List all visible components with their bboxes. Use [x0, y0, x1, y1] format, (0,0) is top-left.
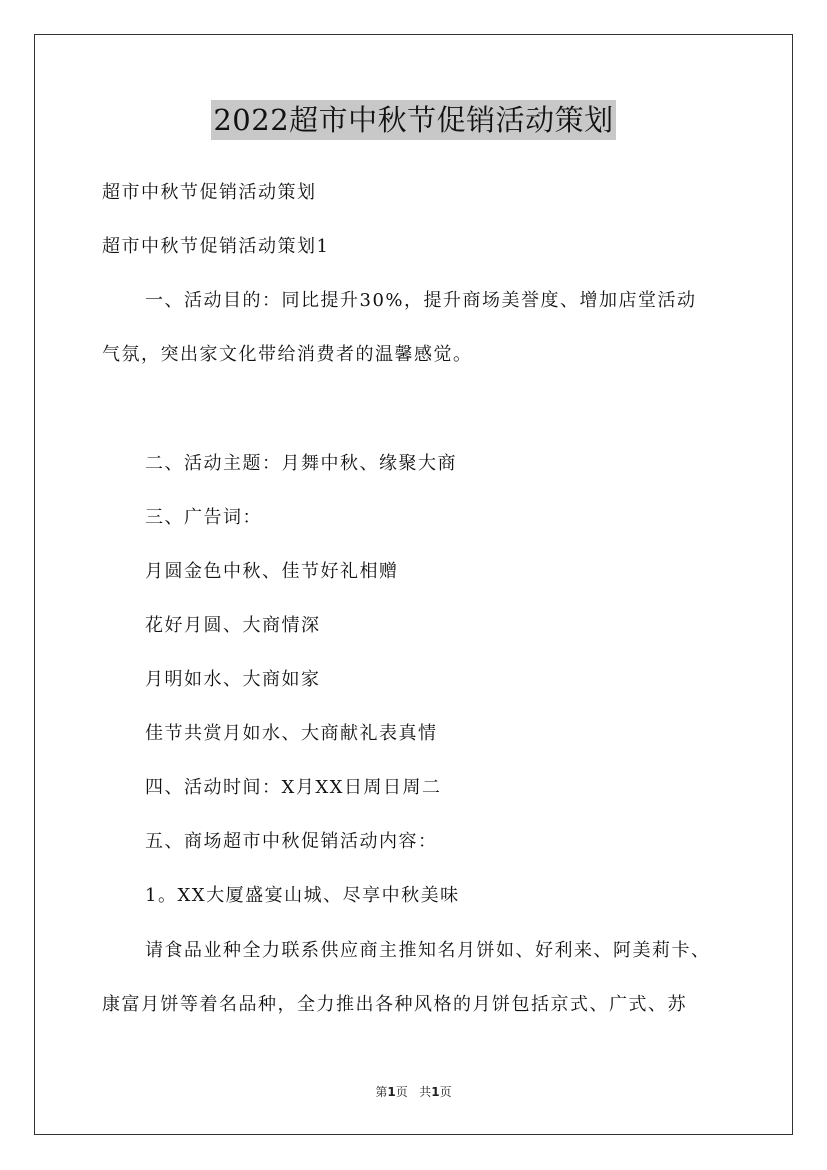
paragraph-line: 康富月饼等着名品种，全力推出各种风格的月饼包括京式、广式、苏: [102, 994, 687, 1015]
paragraph-line: 1。XX大厦盛宴山城、尽享中秋美味: [145, 885, 460, 906]
paragraph-line: 花好月圆、大商情深: [145, 615, 321, 636]
paragraph-line: 一、活动目的：同比提升30%，提升商场美誉度、增加店堂活动: [145, 290, 697, 311]
document-title-text: 2022超市中秋节促销活动策划: [211, 100, 615, 140]
paragraph-line: 二、活动主题：月舞中秋、缘聚大商: [145, 453, 457, 474]
paragraph-line: 月圆金色中秋、佳节好礼相赠: [145, 561, 399, 582]
footer-page-total: 1: [431, 1085, 440, 1099]
paragraph-line: 三、广告词：: [145, 507, 262, 528]
paragraph-line: 超市中秋节促销活动策划: [102, 182, 317, 203]
paragraph-line: 超市中秋节促销活动策划1: [102, 236, 330, 257]
footer-total-suffix: 页: [439, 1085, 452, 1099]
paragraph-line: 佳节共赏月如水、大商献礼表真情: [145, 723, 438, 744]
document-title: [0, 100, 827, 140]
footer-page-suffix: 页: [395, 1085, 408, 1099]
paragraph-line: 月明如水、大商如家: [145, 669, 321, 690]
paragraph-line: 请食品业种全力联系供应商主推知名月饼如、好利来、阿美莉卡、: [145, 940, 711, 961]
footer-page-current: 1: [387, 1085, 396, 1099]
page-footer: [0, 1084, 827, 1100]
footer-total-prefix: 共: [419, 1085, 432, 1099]
paragraph-line: 气氛，突出家文化带给消费者的温馨感觉。: [102, 344, 473, 365]
paragraph-line: 四、活动时间：X月XX日周日周二: [145, 777, 442, 798]
footer-page-prefix: 第: [375, 1085, 388, 1099]
paragraph-line: 五、商场超市中秋促销活动内容：: [145, 831, 438, 852]
